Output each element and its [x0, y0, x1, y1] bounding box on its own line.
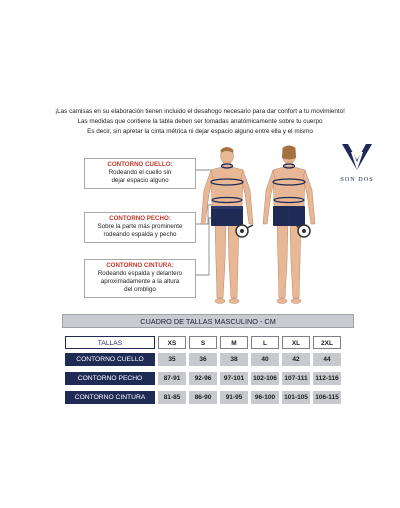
table-cell: 102-106: [251, 372, 279, 385]
table-cell: 38: [220, 353, 248, 366]
table-cell: 106-115: [313, 391, 341, 404]
size-header-cell: L: [251, 336, 279, 349]
table-cell: 112-116: [313, 372, 341, 385]
intro-line-3: Es decir, sin apretar la cinta métrica ni dejar espacio alguno entre ella y el mismo: [87, 128, 313, 135]
table-cell: 42: [282, 353, 310, 366]
table-cell: 35: [158, 353, 186, 366]
brand-logo: [334, 142, 380, 183]
size-header-cell: S: [189, 336, 217, 349]
table-cell: 87-91: [158, 372, 186, 385]
callout-neck: [84, 158, 196, 189]
tape-measure-icon: [234, 223, 254, 239]
table-cell: 97-101: [220, 372, 248, 385]
sizes-header: TALLAS: [65, 336, 155, 349]
callout-chest-line: Sobre la parte más prominente: [97, 223, 183, 230]
table-cell: 92-96: [189, 372, 217, 385]
row-label: CONTORNO CINTURA: [65, 391, 155, 404]
logo-mark-icon: [339, 142, 375, 172]
callout-neck-line: Rodeando el cuello sin: [108, 169, 172, 176]
callout-waist-line: Rodeando espalda y delantero: [97, 270, 183, 277]
size-header-cell: M: [220, 336, 248, 349]
table-cell: 91-95: [220, 391, 248, 404]
size-header-cell: XS: [158, 336, 186, 349]
row-label: CONTORNO CUELLO: [65, 353, 155, 366]
table-cell: 40: [251, 353, 279, 366]
table-cell: 36: [189, 353, 217, 366]
logo-text: SON DOS: [340, 176, 374, 183]
tape-measure-icon: [296, 223, 316, 239]
callout-waist-line: aproximadamente a la altura: [100, 278, 180, 285]
size-header-cell: XL: [282, 336, 310, 349]
callout-chest-line: rodeando espalda y pecho: [103, 231, 177, 238]
table-cell: 81-85: [158, 391, 186, 404]
table-cell: 101-105: [282, 391, 310, 404]
callout-waist: [84, 259, 196, 298]
intro-line-1: ¡Las camisas en su elaboración tienen incluido el desahogo necesario para dar confort a tu movimiento!: [55, 108, 345, 115]
size-header-cell: 2XL: [313, 336, 341, 349]
row-label: CONTORNO PECHO: [65, 372, 155, 385]
callout-neck-line: dejar espacio alguno: [111, 177, 169, 184]
table-cell: 86-90: [189, 391, 217, 404]
callout-waist-title: CONTORNO CINTURA:: [106, 262, 174, 269]
callout-chest: [84, 212, 196, 243]
callout-chest-title: CONTORNO PECHO:: [109, 215, 171, 222]
table-cell: 44: [313, 353, 341, 366]
callout-neck-title: CONTORNO CUELLO:: [107, 161, 173, 168]
table-cell: 96-100: [251, 391, 279, 404]
intro-line-2: Las medidas que contiene la tabla deben ser tomadas anatómicamente sobre tu cuerpo: [77, 118, 323, 125]
callout-waist-line: del ombligo: [124, 286, 156, 293]
size-table-title: CUADRO DE TALLAS MASCULINO - CM: [62, 314, 354, 328]
table-cell: 107-111: [282, 372, 310, 385]
